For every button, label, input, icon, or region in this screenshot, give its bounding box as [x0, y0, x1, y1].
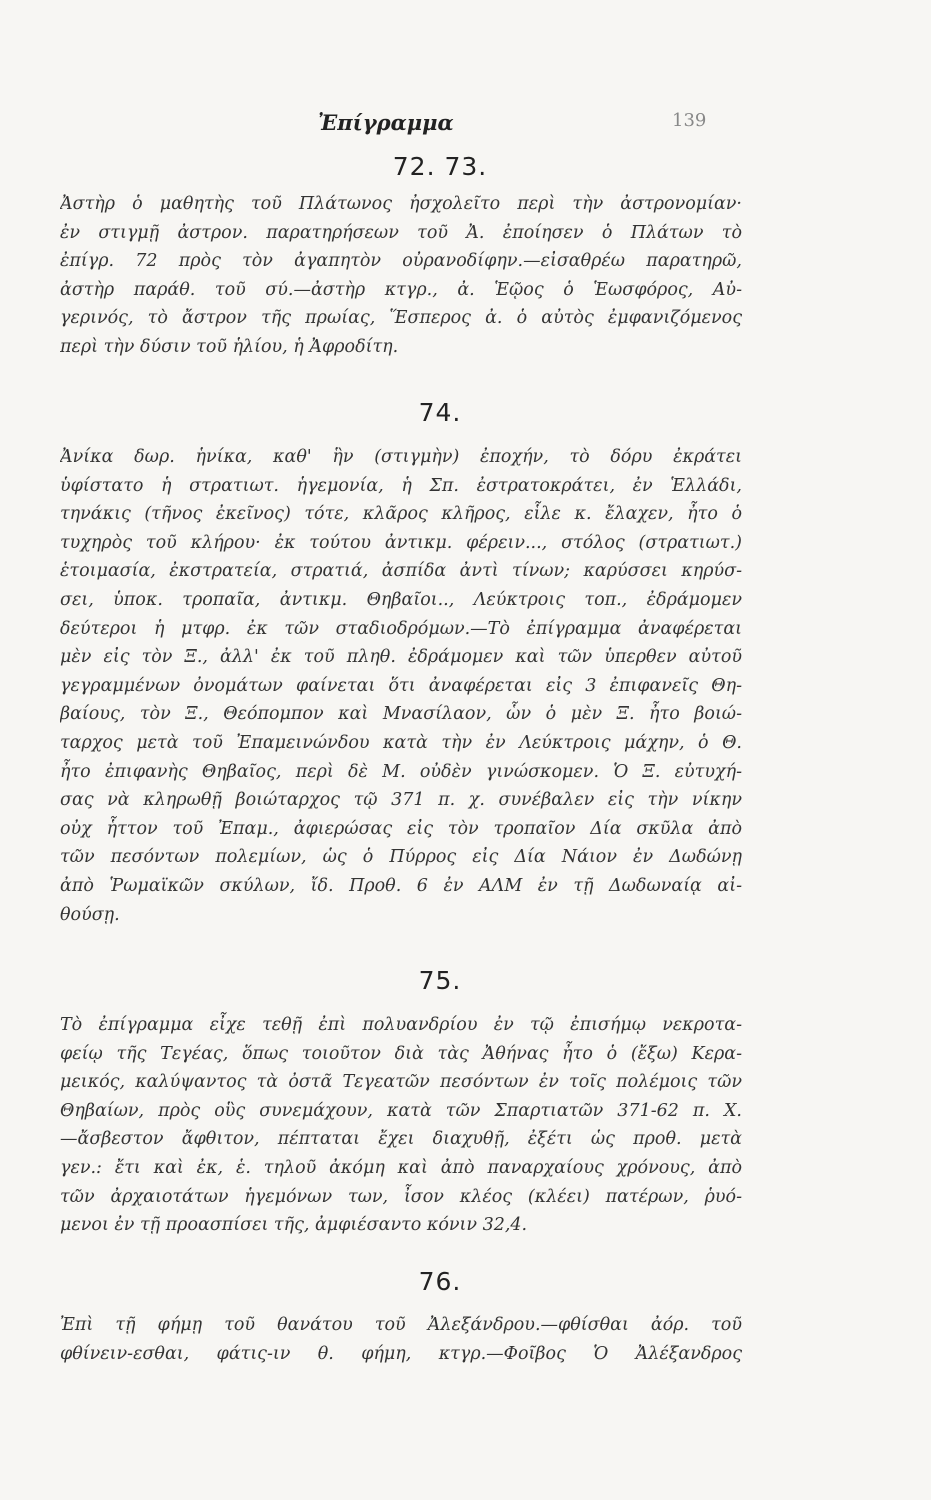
page-number: 139	[672, 110, 707, 131]
text-line: μὲν εἰς τὸν Ξ., ἀλλ' ἐκ τοῦ πληθ. ἐδράμομεν καὶ τῶν ὑπερθεν αὐτοῦ	[60, 647, 742, 668]
text-line: μενοι ἐν τῇ προασπίσει τῆς, ἀμφιέσαντο κόνιν 32,4.	[60, 1215, 528, 1236]
text-line: σας νὰ κληρωθῇ βοιώταρχος τῷ 371 π. χ. συνέβαλεν εἰς τὴν νίκην	[60, 790, 742, 811]
text-line: φθίνειν-εσθαι, φάτις-ιν θ. φήμη, κτγρ.—Φοῖβος Ὁ Ἀλέξανδρος	[60, 1343, 742, 1364]
section-number: 72. 73.	[392, 152, 488, 181]
text-line: Ἐπὶ τῇ φήμῃ τοῦ θανάτου τοῦ Ἀλεξάνδρου.—φθίσθαι ἀόρ. τοῦ	[60, 1315, 742, 1335]
text-line: θούσῃ.	[60, 904, 120, 925]
text-line: Ἀστὴρ ὁ μαθητὴς τοῦ Πλάτωνος ἠσχολεῖτο περὶ τὴν ἀστρονομίαν·	[60, 194, 742, 214]
text-line: τυχηρὸς τοῦ κλήρου· ἐκ τούτου ἀντικμ. φέρειν..., στόλος (στρατιωτ.)	[60, 532, 742, 553]
text-line: γερινός, τὸ ἄστρον τῆς πρωίας, Ἕσπερος ἀ. ὁ αὐτὸς ἐμφανιζόμενος	[60, 308, 742, 329]
text-line: οὐχ ἧττον τοῦ Ἐπαμ., ἀφιερώσας εἰς τὸν τροπαῖον Δία σκῦλα ἀπὸ	[60, 818, 742, 839]
text-line: τηνάκις (τῆνος ἐκεῖνος) τότε, κλᾶρος κλῆρος, εἷλε κ. ἔλαχεν, ἦτο ὁ	[60, 504, 742, 525]
text-line: ἦτο ἐπιφανὴς Θηβαῖος, περὶ δὲ Μ. οὐδὲν γινώσκομεν. Ὁ Ξ. εὐτυχή-	[60, 761, 742, 782]
text-line: περὶ τὴν δύσιν τοῦ ἡλίου, ἡ Ἀφροδίτη.	[60, 336, 399, 357]
text-line: δεύτεροι ἡ μτφρ. ἐκ τῶν σταδιοδρόμων.—Τὸ ἐπίγραμμα ἀναφέρεται	[60, 618, 742, 639]
section-text	[60, 1011, 742, 1240]
text-line: γεν.: ἔτι καὶ ἐκ, ἑ. τηλοῦ ἀκόμη καὶ ἀπὸ παναρχαίους χρόνους, ἀπὸ	[60, 1157, 742, 1178]
section-number: 76.	[418, 1267, 462, 1296]
text-line: γεγραμμένων ὀνομάτων φαίνεται ὅτι ἀναφέρεται εἰς 3 ἐπιφανεῖς Θη-	[60, 675, 742, 696]
text-line: βαίους, τὸν Ξ., Θεόπομπον καὶ Μνασίλαον, ὧν ὁ μὲν Ξ. ἦτο βοιώ-	[60, 704, 742, 725]
section-number: 75.	[418, 966, 462, 995]
text-line: ἑτοιμασία, ἐκστρατεία, στρατιά, ἀσπίδα ἀντὶ τίνων; καρύσσει κηρύσ-	[60, 561, 742, 582]
text-line: μεικός, καλύψαντος τὰ ὀστᾶ Τεγεατῶν πεσόντων ἐν τοῖς πολέμοις τῶν	[60, 1072, 742, 1093]
running-head: Ἐπίγραμμα	[318, 110, 454, 135]
text-line: Θηβαίων, πρὸς οὓς συνεμάχουν, κατὰ τῶν Σπαρτιατῶν 371-62 π. Χ.	[60, 1100, 742, 1121]
section-text	[60, 190, 742, 362]
text-line: ταρχος μετὰ τοῦ Ἐπαμεινώνδου κατὰ τὴν ἐν Λεύκτροις μάχην, ὁ Θ.	[60, 732, 742, 753]
text-line: τῶν ἀρχαιοτάτων ἡγεμόνων των, ἶσον κλέος (κλέει) πατέρων, ῥυό-	[60, 1186, 742, 1207]
text-line: φείῳ τῆς Τεγέας, ὅπως τοιοῦτον διὰ τὰς Ἀθήνας ἦτο ὁ (ἔξω) Κερα-	[60, 1043, 742, 1064]
text-line: —ἄσβεστον ἄφθιτον, πέπταται ἔχει διαχυθῇ, ἐξέτι ὡς προθ. μετὰ	[60, 1129, 742, 1150]
text-line: Ἀνίκα δωρ. ἡνίκα, καθ' ἣν (στιγμὴν) ἐποχήν, τὸ δόρυ ἐκράτει	[60, 447, 742, 467]
text-line: ὑφίστατο ἡ στρατιωτ. ἡγεμονία, ἡ Σπ. ἐστρατοκράτει, ἐν Ἑλλάδι,	[60, 475, 742, 496]
text-line: τῶν πεσόντων πολεμίων, ὡς ὁ Πύρρος εἰς Δία Νάιον ἐν Δωδώνῃ	[60, 847, 742, 868]
text-line: σει, ὑποκ. τροπαῖα, ἀντικμ. Θηβαῖοι.., Λεύκτροις τοπ., ἐδράμομεν	[60, 589, 742, 610]
text-line: ἐπίγρ. 72 πρὸς τὸν ἀγαπητὸν οὐρανοδίφην.—εἰσαθρέω παρατηρῶ,	[60, 251, 742, 272]
section-text	[60, 1311, 742, 1368]
text-line: ἐν στιγμῇ ἀστρον. παρατηρήσεων τοῦ Ἀ. ἐποίησεν ὁ Πλάτων τὸ	[60, 222, 742, 243]
text-line: ἀπὸ Ῥωμαϊκῶν σκύλων, ἴδ. Προθ. 6 ἐν ΑΛΜ ἐν τῇ Δωδωναίᾳ αἰ-	[60, 875, 742, 896]
section-text	[60, 443, 742, 929]
text-line: Τὸ ἐπίγραμμα εἶχε τεθῇ ἐπὶ πολυανδρίου ἐν τῷ ἐπισήμῳ νεκροτα-	[60, 1015, 742, 1035]
section-number: 74.	[418, 398, 462, 427]
text-line: ἀστὴρ παράθ. τοῦ σύ.—ἀστὴρ κτγρ., ἀ. Ἑῷος ὁ Ἑωσφόρος, Αὐ-	[60, 279, 742, 300]
